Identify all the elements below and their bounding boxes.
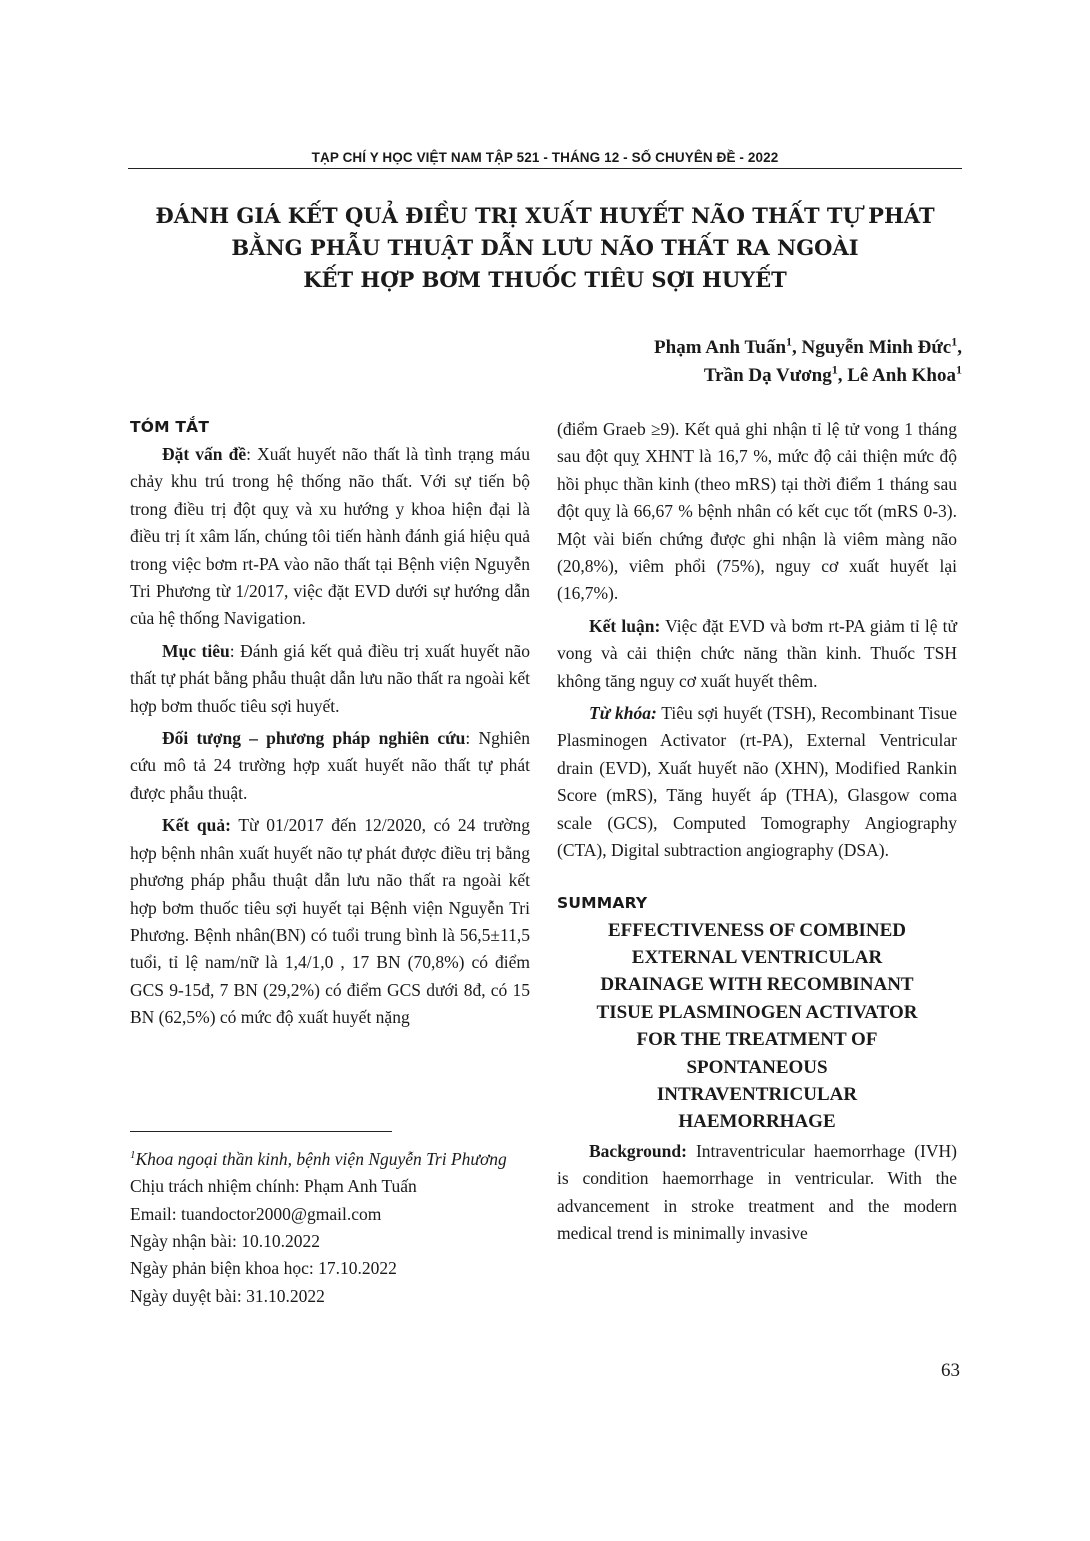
author-name: Nguyễn Minh Đức <box>801 337 952 358</box>
author-aff: 1 <box>956 362 962 377</box>
english-title-line: HAEMORRHAGE <box>678 1111 836 1133</box>
english-title-line: FOR THE TREATMENT OF <box>636 1029 878 1051</box>
author-name: Trần Dạ Vương <box>703 365 832 386</box>
english-title-line: DRAINAGE WITH RECOMBINANT <box>600 974 914 996</box>
conclusion-text: Việc đặt EVD và bơm rt-PA giảm tỉ lệ tử vong và cải thiện chức năng thần kinh. Thuốc TSH không tăng nguy cơ xuất huyết thêm. <box>557 615 957 691</box>
english-title-line: EFFECTIVENESS OF COMBINED <box>607 919 907 941</box>
english-title-line: SPONTANEOUS <box>686 1056 828 1078</box>
keywords-text: Tiêu sợi huyết (TSH), Recombinant Tisue Plasminogen Activator (rt-PA), External Ventricular drain (EVD), Xuất huyết não (XHN), Modified Rankin Score (mRS), Tăng huyết áp (THA), Glasgow coma scale (GCS), Computed Tomography Angiography (CTA), Digital subtraction angiography (DSA). <box>557 703 957 861</box>
background-text: : Xuất huyết não thất là tình trạng máu chảy khu trú trong hệ thống não thất. Với sự tiến bộ trong điều trị đột quỵ và xu hướng y khoa hiện đại là điều trị ít xâm lấn, chúng tôi tiến hành đánh giá hiệu quả trong việc bơm rt-PA vào não thất tại Bệnh viện Nguyễn Tri Phương từ 1/2017, việc đặt EVD dưới sự hướng dẫn của hệ thống Navigation. <box>130 444 530 629</box>
accepted-date: Ngày duyệt bài: 31.10.2022 <box>130 1285 325 1306</box>
summary-heading: SUMMARY <box>557 893 648 912</box>
objective-text: : Đánh giá kết quả điều trị xuất huyết não thất tự phát bằng phẫu thuật dẫn lưu não thất ra ngoài kết hợp bơm thuốc tiêu sợi huyết. <box>130 640 530 716</box>
english-title-line: EXTERNAL VENTRICULAR <box>631 946 883 968</box>
article-title <box>128 200 962 296</box>
email-line: Email: tuandoctor2000@gmail.com <box>130 1203 382 1224</box>
author-aff: 1 <box>786 334 793 349</box>
objective-label: Mục tiêu <box>162 640 230 661</box>
results-paragraph <box>130 812 530 1031</box>
results-continued: (điểm Graeb ≥9). Kết quả ghi nhận tỉ lệ tử vong 1 tháng sau đột quỵ XHNT là 16,7 %, mức độ cải thiện mức độ hồi phục thần kinh (theo mRS) tại thời điểm 1 tháng sau đột quỵ là 66,67 % bệnh nhân có kết cục tốt (mRS 0-3). Một vài biến chứng được ghi nhận là viêm màng não (20,8%), viêm phổi (75%), nguy cơ xuất huyết lại (16,7%). <box>557 419 957 604</box>
english-background-paragraph <box>557 1138 957 1248</box>
reviewed-date: Ngày phản biện khoa học: 17.10.2022 <box>130 1258 397 1279</box>
abstract-heading: TÓM TẮT <box>130 418 210 436</box>
header-rule <box>128 168 962 169</box>
background-paragraph <box>130 441 530 633</box>
affiliation-note <box>130 1142 530 1173</box>
footnote-rule <box>130 1131 392 1132</box>
author-aff: 1 <box>951 334 958 349</box>
affiliation-text: Khoa ngoại thần kinh, bệnh viện Nguyễn Tri Phương <box>135 1148 507 1169</box>
title-line: ĐÁNH GIÁ KẾT QUẢ ĐIỀU TRỊ XUẤT HUYẾT NÃO THẤT TỰ PHÁT <box>155 203 935 228</box>
english-title <box>557 917 957 1136</box>
left-column <box>130 414 530 1037</box>
affiliation-mark: 1 <box>130 1149 136 1161</box>
conclusion-label: Kết luận: <box>589 615 661 636</box>
english-title-line: INTRAVENTRICULAR <box>656 1083 858 1105</box>
results-label: Kết quả: <box>162 815 231 836</box>
author-line: Phạm Anh Tuấn$^1$, Nguyễn Minh Đức$^1$, <box>654 334 962 358</box>
footnotes <box>130 1142 530 1310</box>
page-number: 63 <box>941 1360 960 1381</box>
author-line: Trần Dạ Vương$^1$, Lê Anh Khoa$^1$ <box>703 362 962 386</box>
right-column <box>557 416 957 1252</box>
title-line: KẾT HỢP BƠM THUỐC TIÊU SỢI HUYẾT <box>303 267 787 292</box>
author-name: Phạm Anh Tuấn <box>654 337 787 358</box>
methods-label: Đối tượng – phương pháp nghiên cứu <box>162 728 466 749</box>
received-date: Ngày nhận bài: 10.10.2022 <box>130 1231 321 1252</box>
author-list <box>500 334 962 390</box>
english-title-line: TISUE PLASMINOGEN ACTIVATOR <box>596 1001 918 1023</box>
running-head: TẠP CHÍ Y HỌC VIỆT NAM TẬP 521 - THÁNG 12 - SỐ CHUYÊN ĐỀ - 2022 <box>311 150 779 165</box>
author-aff: 1 <box>831 362 838 377</box>
corresponding-author: Chịu trách nhiệm chính: Phạm Anh Tuấn <box>130 1176 417 1197</box>
conclusion-paragraph <box>557 613 957 695</box>
author-name: Lê Anh Khoa <box>847 365 956 386</box>
english-background-text: Intraventricular haemorrhage (IVH) is condition haemorrhage in ventricular. With the advancement in stroke treatment and the modern medical trend is minimally invasive <box>557 1140 957 1243</box>
english-background-label: Background: <box>589 1140 687 1161</box>
title-line: BẰNG PHẪU THUẬT DẪN LƯU NÃO THẤT RA NGOÀI <box>231 235 859 260</box>
objective-paragraph <box>130 638 530 720</box>
results-text: Từ 01/2017 đến 12/2020, có 24 trường hợp bệnh nhân xuất huyết não tự phát được điều trị bằng phương pháp phẫu thuật dẫn lưu não thất ra ngoài kết hợp bơm thuốc tiêu sợi huyết tại Bệnh viện Nguyễn Tri Phương. Bệnh nhân(BN) có tuổi trung bình là 56,5±11,5 tuổi, tỉ lệ nam/nữ là 1,4/1,0 , 17 BN (70,8%) có điểm GCS 9-15đ, 7 BN (29,2%) có điểm GCS dưới 8đ, có 15 BN (62,5%) có mức độ xuất huyết nặng <box>130 815 531 1028</box>
keywords-paragraph <box>557 700 957 864</box>
methods-text: : Nghiên cứu mô tả 24 trường hợp xuất huyết não thất tự phát được phẫu thuật. <box>130 728 530 803</box>
keywords-label: Từ khóa: <box>589 703 657 724</box>
background-label: Đặt vấn đề <box>162 444 247 464</box>
methods-paragraph <box>130 725 530 807</box>
